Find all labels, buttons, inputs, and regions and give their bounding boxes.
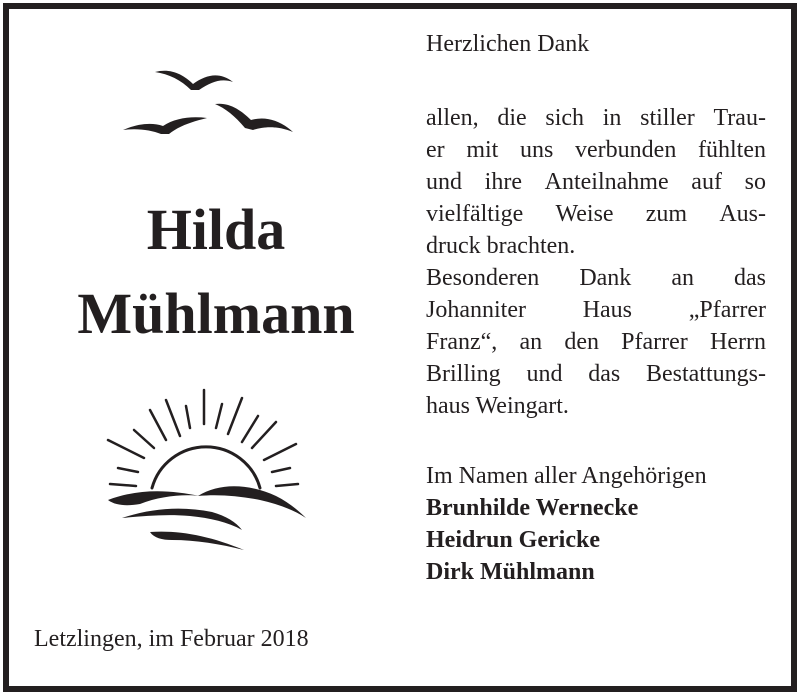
thanks-word: sich xyxy=(545,105,585,131)
signature-name: Heidrun Gericke xyxy=(426,527,600,553)
thanks-word: den xyxy=(564,329,599,355)
thanks-word: verbunden xyxy=(575,137,677,163)
thanks-word: an xyxy=(671,265,694,291)
thanks-word: in xyxy=(602,105,622,131)
thanks-word: fühlten xyxy=(698,137,766,163)
thanks-word: Brilling xyxy=(426,361,501,387)
thanks-line xyxy=(426,134,766,166)
thanks-word: Franz“, xyxy=(426,329,498,355)
thanks-word: Weise xyxy=(555,201,614,227)
signature-name: Dirk Mühlmann xyxy=(426,559,595,585)
thanks-word: Bestattungs- xyxy=(645,361,766,387)
signature-name: Brunhilde Wernecke xyxy=(426,495,639,521)
thanks-word: und xyxy=(526,361,563,387)
thanks-line xyxy=(426,326,766,358)
thanks-line xyxy=(426,262,766,294)
thanks-word: Aus- xyxy=(719,201,766,227)
deceased-first-name: Hilda xyxy=(146,197,286,262)
thanks-word: Pfarrer xyxy=(621,329,688,355)
thanks-word: stiller xyxy=(640,105,695,131)
thanks-word: Haus xyxy=(582,297,633,323)
thanks-word: „Pfarrer xyxy=(688,297,766,323)
thanks-word: so xyxy=(744,169,766,195)
place-and-date: Letzlingen, im Februar 2018 xyxy=(34,626,309,652)
thanks-word: Trau- xyxy=(713,105,766,131)
thanks-line xyxy=(426,102,766,134)
thanks-line xyxy=(426,198,766,230)
thanks-line xyxy=(426,358,766,390)
thanks-word: uns xyxy=(520,137,554,163)
thanks-line: haus Weingart. xyxy=(426,393,569,419)
thanks-heading: Herzlichen Dank xyxy=(426,31,590,57)
thanks-word: Besonderen xyxy=(426,265,540,291)
thanks-word: Anteilnahme xyxy=(544,169,669,195)
signature-intro: Im Namen aller Angehörigen xyxy=(426,463,707,489)
thanks-line: druck brachten. xyxy=(426,233,576,259)
birds-icon xyxy=(115,60,305,140)
thanks-word: das xyxy=(733,265,766,291)
thanks-word: Dank xyxy=(579,265,632,291)
thanks-word: allen, xyxy=(426,105,479,131)
deceased-last-name: Mühlmann xyxy=(77,281,355,346)
thanks-word: Johanniter xyxy=(426,297,526,323)
thanks-word: ihre xyxy=(484,169,522,195)
thanks-word: und xyxy=(426,169,462,195)
thanks-body xyxy=(426,102,766,422)
sunrise-icon xyxy=(100,380,315,555)
thanks-word: Herrn xyxy=(709,329,766,355)
thanks-word: mit xyxy=(466,137,499,163)
thanks-line xyxy=(426,166,766,198)
thanks-word: auf xyxy=(691,169,722,195)
thanks-word: das xyxy=(588,361,621,387)
thanks-word: zum xyxy=(645,201,688,227)
thanks-line xyxy=(426,294,766,326)
thanks-word: er xyxy=(426,137,445,163)
thanks-word: vielfältige xyxy=(426,201,524,227)
thanks-word: an xyxy=(519,329,543,355)
thanks-word: die xyxy=(497,105,527,131)
